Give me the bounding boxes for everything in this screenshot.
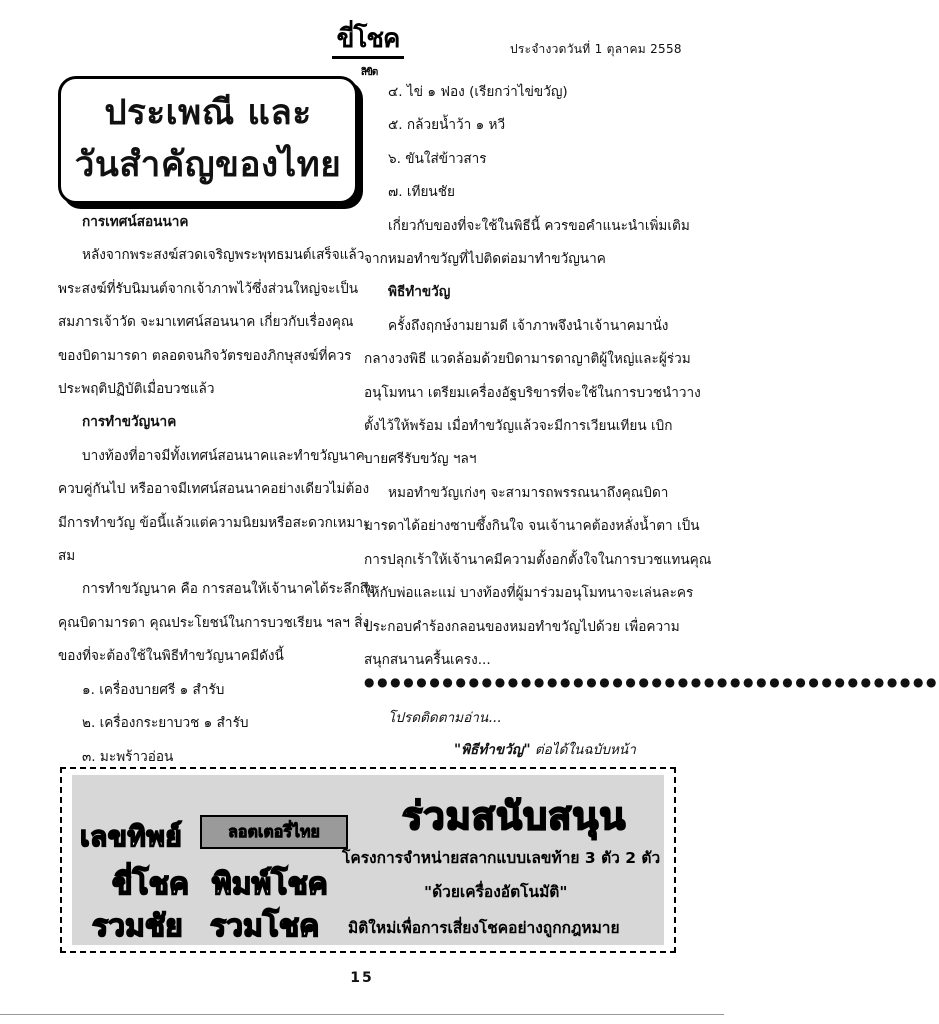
paragraph-line: บางท้องที่อาจมีทั้งเทศน์สอนนาคและทำขวัญนาค <box>82 447 365 464</box>
continued-next-issue <box>454 738 636 760</box>
paragraph-line: ๕. กล้วยน้ำว้า ๑ หวี <box>388 117 506 134</box>
paragraph-line: อนุโมทนา เตรียมเครื่องอัฐบริขารที่จะใช้ในการบวชนำวาง <box>364 384 701 401</box>
paragraph-line: ๓. มะพร้าวอ่อน <box>82 748 174 765</box>
paragraph-line: บายศรีรับขวัญ ฯลฯ <box>364 451 477 468</box>
ad-line-project: โครงการจำหน่ายสลากแบบเลขท้าย 3 ตัว 2 ตัว <box>342 849 661 867</box>
paragraph-line: ควบคู่กันไป หรืออาจมีเทศน์สอนนาคอย่างเดียวไม่ต้อง <box>58 481 370 498</box>
ad-logo-ruamchok: รวมโชค <box>210 909 320 944</box>
paragraph-line: พระสงฆ์ที่รับนิมนต์จากเจ้าภาพไว้ซึ่งส่วนใหญ่จะเป็น <box>58 280 359 297</box>
paragraph-line: ครั้งถึงฤกษ์งามยามดี เจ้าภาพจึงนำเจ้านาคมานั่ง <box>388 317 669 334</box>
paragraph-line: จากหมอทำขวัญที่ไปติดต่อมาทำขวัญนาค <box>364 251 606 268</box>
advertisement-panel <box>72 775 664 945</box>
paragraph-line: ๔. ไข่ ๑ ฟอง (เรียกว่าไข่ขวัญ) <box>388 84 568 100</box>
paragraph-line: หลังจากพระสงฆ์สวดเจริญพระพุทธมนต์เสร็จแล้ว <box>82 247 365 264</box>
page-number: 15 <box>350 970 374 986</box>
ad-line-legal: มิติใหม่เพื่อการเสี่ยงโชคอย่างถูกกฎหมาย <box>348 919 620 937</box>
paragraph-line: คุณบิดามารดา คุณประโยชน์ในการบวชเรียน ฯลฯ สิ่ง <box>58 614 370 631</box>
paragraph-line: มีการทำขวัญ ข้อนี้แล้วแต่ความนิยมหรือสะดวกเหมาะ <box>58 514 371 531</box>
continued-rest: ต่อได้ในฉบับหน้า <box>530 742 636 758</box>
left-column <box>58 206 375 774</box>
issue-date: ประจำงวดวันที่ 1 ตุลาคม 2558 <box>510 42 682 56</box>
dotted-separator: ●●●●●●●●●●●●●●●●●●●●●●●●●●●●●●●●●●●●●●●●●●●● <box>364 675 939 689</box>
paragraph-line: ให้กับพ่อและแม่ บางท้องที่ผู้มาร่วมอนุโมทนาจะเล่นละคร <box>364 585 694 602</box>
ad-logo-lottery-thai: ลอตเตอรี่ไทย <box>200 815 348 849</box>
paragraph-line: ๑. เครื่องบายศรี ๑ สำรับ <box>82 681 225 698</box>
paragraph-line: ๗. เทียนชัย <box>388 184 455 201</box>
paragraph-line: กลางวงพิธี แวดล้อมด้วยบิดามารดาญาติผู้ใหญ่และผู้ร่วม <box>364 351 691 368</box>
paragraph-line: ของบิดามารดา ตลอดจนกิจวัตรของภิกษุสงฆ์ที่ควร <box>58 347 352 364</box>
paragraph-line: ตั้งไว้ให้พร้อม เมื่อทำขวัญแล้วจะมีการเวียนเทียน เบิก <box>364 418 673 435</box>
paragraph-line: การปลุกเร้าให้เจ้านาคมีความตั้งอกตั้งใจในการบวชแทนคุณ <box>364 551 712 568</box>
continued-topic: "พิธีทำขวัญ" <box>454 742 531 758</box>
article-title-line-1: ประเพณี และ <box>104 92 312 133</box>
paragraph-line: เกี่ยวกับของที่จะใช้ในพิธีนี้ ควรขอคำแนะนำเพิ่มเติม <box>388 217 690 234</box>
article-title-box <box>58 76 358 204</box>
masthead-logo-sub: ลิขิต <box>360 67 378 78</box>
advertisement-box <box>60 767 676 953</box>
continued-notice: โปรดติดตามอ่าน... <box>388 710 502 726</box>
section-heading: การทำขวัญนาค <box>82 414 177 431</box>
paragraph-line: สมภารเจ้าวัด จะมาเทศน์สอนนาค เกี่ยวกับเรื่องคุณ <box>58 314 354 331</box>
paragraph-line: ประกอบคำร้องกลอนของหมอทำขวัญไปด้วย เพื่อความ <box>364 618 680 635</box>
paragraph-line: ๖. ขันใส่ข้าวสาร <box>388 150 487 167</box>
paragraph-line: ๒. เครื่องกระยาบวช ๑ สำรับ <box>82 715 249 732</box>
ad-logo-khichok: ขี่โชค <box>112 867 190 902</box>
right-column <box>364 76 712 677</box>
paragraph-line: มารดาได้อย่างซาบซึ้งกินใจ จนเจ้านาคต้องหลั่งน้ำตา เป็น <box>364 518 700 535</box>
article-title-line-2: วันสำคัญของไทย <box>74 144 342 185</box>
paragraph-line: การทำขวัญนาค คือ การสอนให้เจ้านาคได้ระลึกถึง <box>82 581 375 598</box>
ad-line-automatic: "ด้วยเครื่องอัตโนมัติ" <box>424 883 568 901</box>
masthead-logo <box>332 22 404 78</box>
paragraph-line: หมอทำขวัญเก่งๆ จะสามารถพรรณนาถึงคุณบิดา <box>388 484 669 501</box>
ad-logo-lekthip: เลขทิพย์ <box>80 820 183 853</box>
paragraph-line: สม <box>58 548 76 565</box>
ad-logo-phimphchok: พิมพ์โชค <box>212 867 328 902</box>
masthead-logo-text: ขี่โชค <box>336 24 400 54</box>
footer-rule <box>0 1014 724 1015</box>
ad-logo-ruamchai: รวมชัย <box>92 909 183 944</box>
paragraph-line: สนุกสนานครื้นเครง... <box>364 651 491 668</box>
ad-headline: ร่วมสนับสนุน <box>402 793 627 838</box>
section-heading: พิธีทำขวัญ <box>388 284 451 301</box>
paragraph-line: ของที่จะต้องใช้ในพิธีทำขวัญนาคมีดังนี้ <box>58 648 284 665</box>
paragraph-line: ประพฤติปฏิบัติเมื่อบวชแล้ว <box>58 381 215 398</box>
section-heading: การเทศน์สอนนาค <box>82 214 189 230</box>
